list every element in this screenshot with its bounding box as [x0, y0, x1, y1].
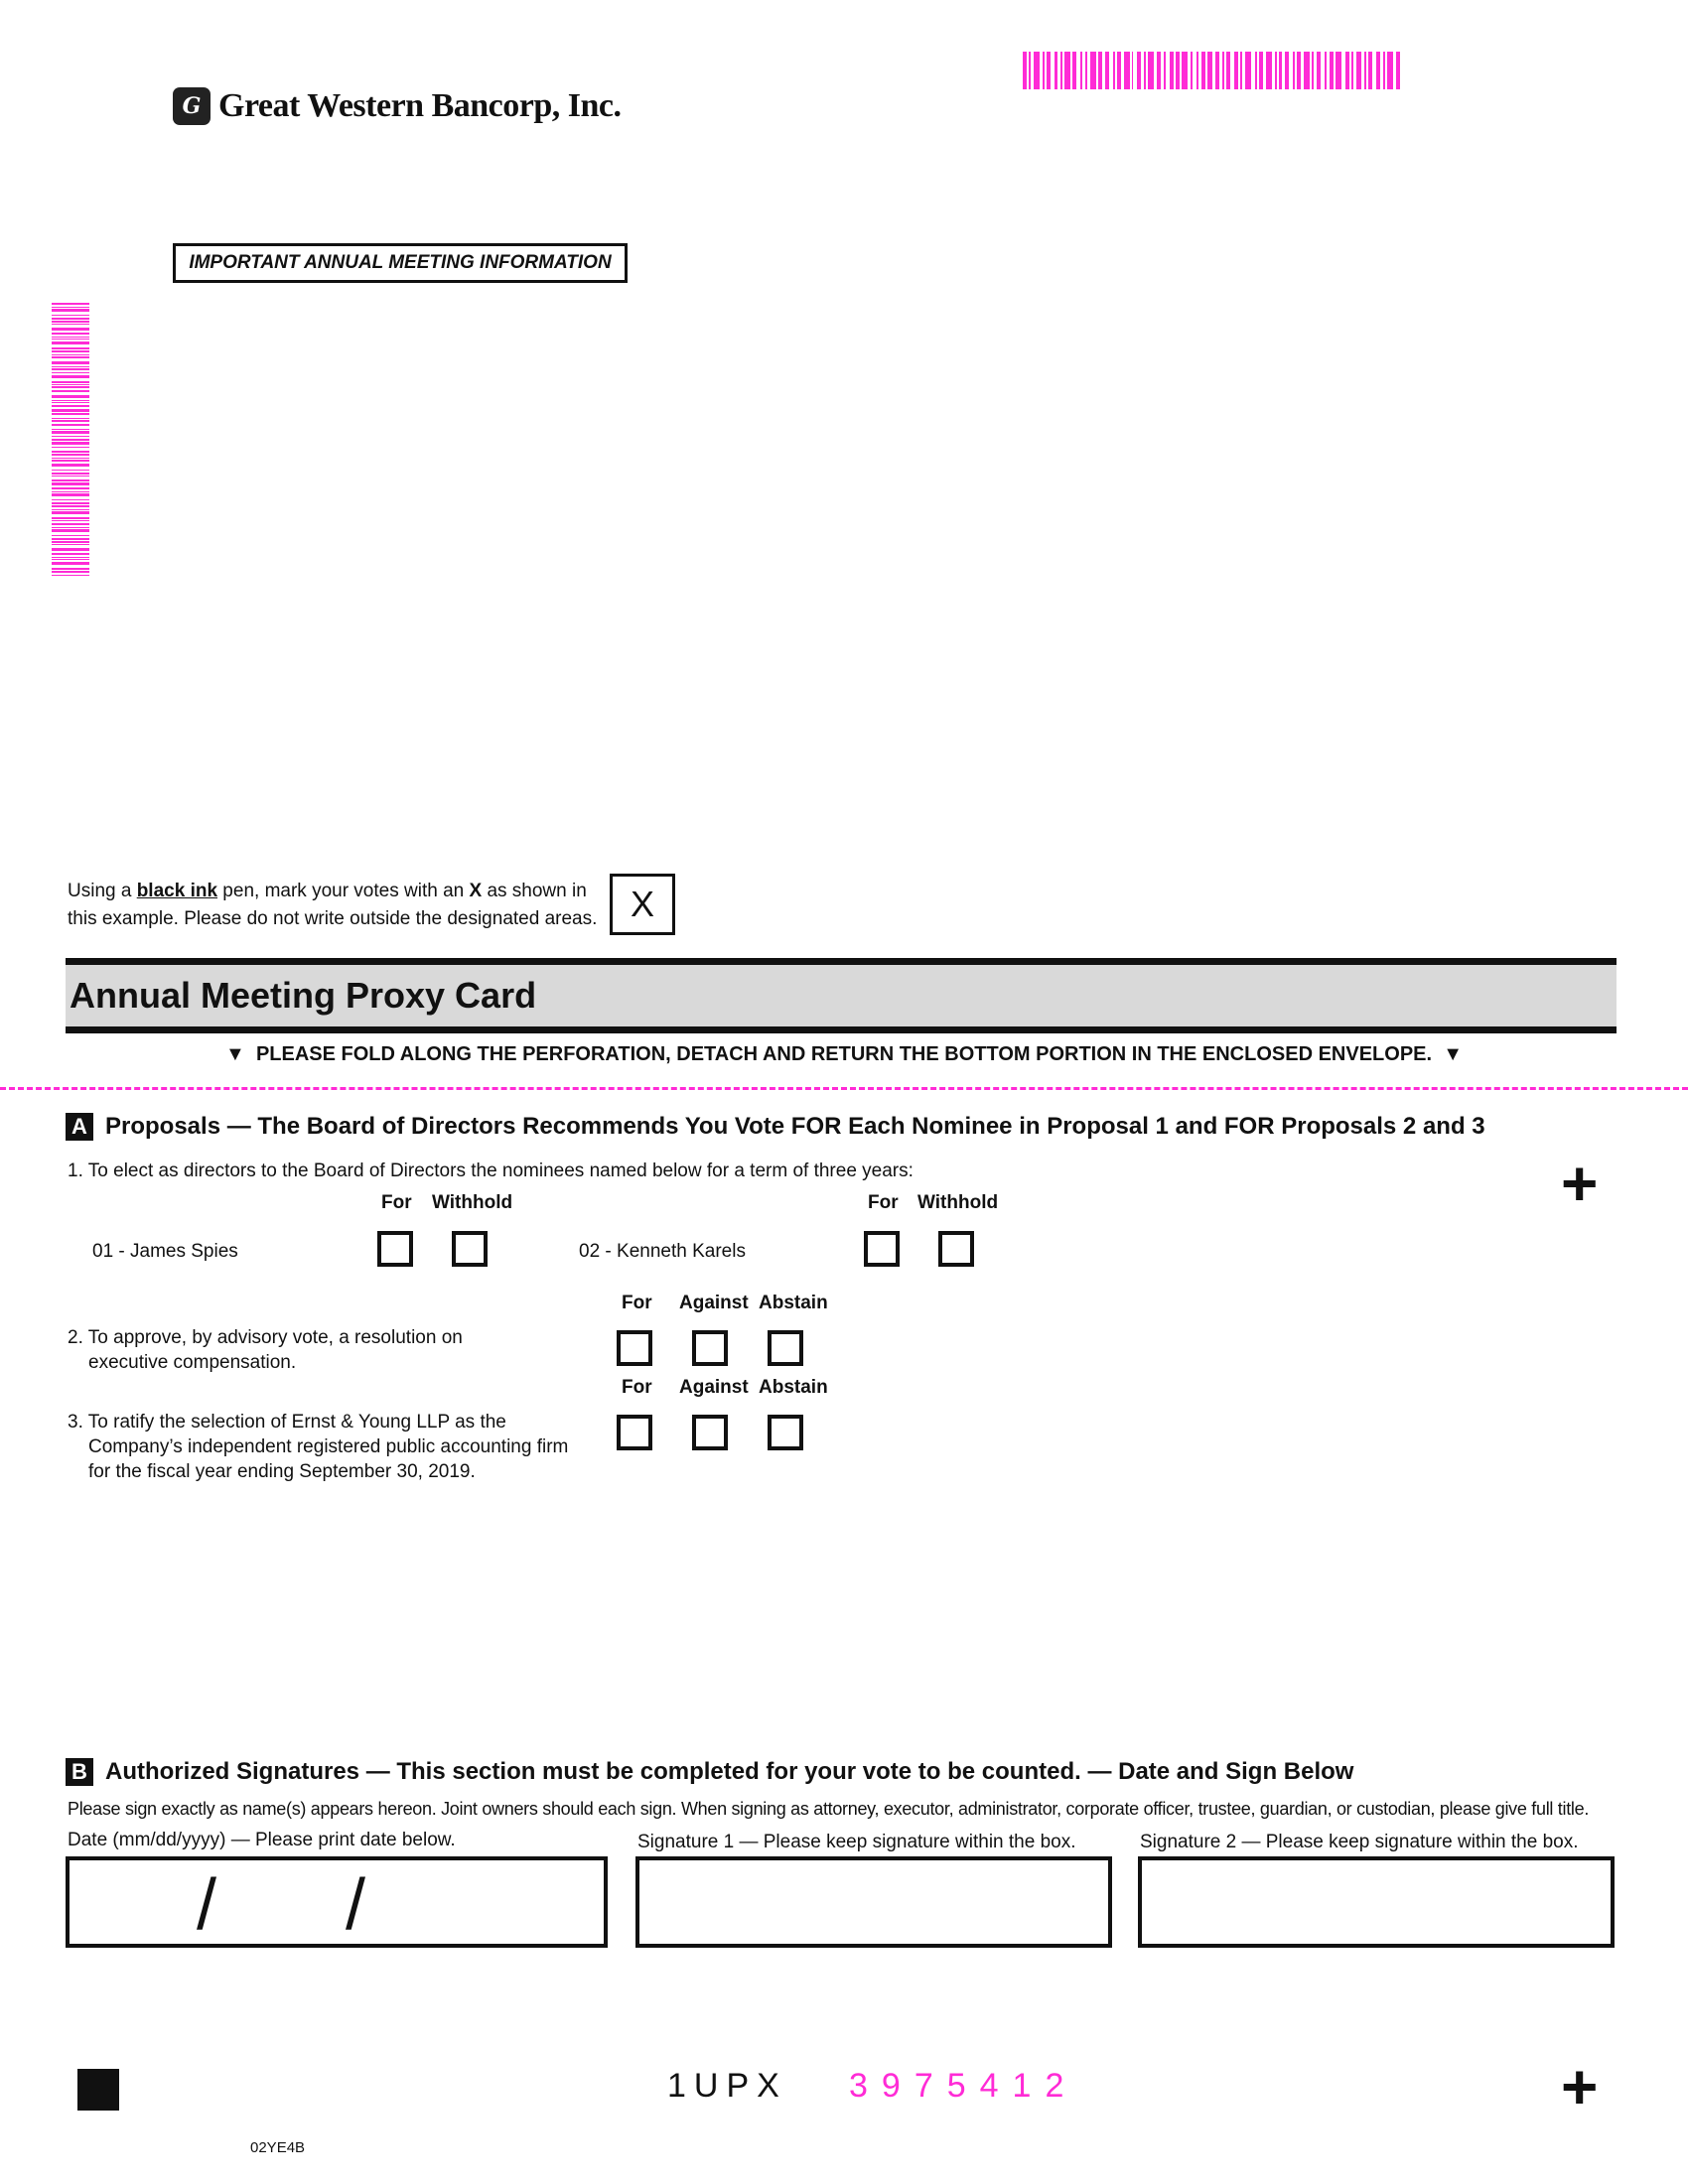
barcode-bar — [1234, 52, 1238, 89]
barcode-bar — [52, 366, 89, 367]
barcode-bar — [1182, 52, 1188, 89]
instr-part2: pen, mark your votes with an — [217, 881, 470, 901]
p1-col-for-2: For — [868, 1192, 899, 1213]
form-id: 02YE4B — [250, 2139, 306, 2156]
barcode-bar — [1312, 52, 1314, 89]
nominee-02-label: 02 - Kenneth Karels — [579, 1241, 746, 1262]
barcode-bar — [52, 436, 89, 437]
barcode-bar — [52, 493, 89, 496]
proposal-3-line3: for the fiscal year ending September 30, 2019. — [88, 1461, 476, 1482]
proposal-3-line1: 3. To ratify the selection of Ernst & Young LLP as the — [68, 1412, 506, 1433]
section-a-title: Proposals — The Board of Directors Recommends You Vote FOR Each Nominee in Proposal 1 and FOR Proposals 2 and 3 — [105, 1113, 1485, 1140]
fold-arrow-right-icon: ▼ — [1443, 1043, 1463, 1065]
perforation-line — [0, 1087, 1688, 1090]
barcode-bar — [52, 511, 89, 514]
proposal-3-line2: Company’s independent registered public accounting firm — [88, 1436, 569, 1457]
barcode-bar — [52, 523, 89, 525]
barcode-bar — [52, 460, 89, 462]
barcode-bar — [1055, 52, 1058, 89]
barcode-bar — [52, 339, 89, 340]
nominee-01-withhold-checkbox[interactable] — [452, 1231, 488, 1267]
barcode-bar — [52, 368, 89, 370]
barcode-bar — [1034, 52, 1040, 89]
barcode-bar — [1132, 52, 1134, 89]
barcode-bar — [1113, 52, 1115, 89]
proposal-1-text: 1. To elect as directors to the Board of Directors the nominees named below for a term of three years: — [68, 1160, 914, 1181]
barcode-bar — [52, 517, 89, 519]
barcode-bar — [52, 347, 89, 349]
barcode-bar — [1170, 52, 1174, 89]
barcode-bar — [52, 424, 89, 426]
barcode-bar — [1356, 52, 1362, 89]
p3-col-for: For — [622, 1377, 652, 1398]
barcode-bar — [1387, 52, 1393, 89]
barcode-bar — [1080, 52, 1082, 89]
barcode-bar — [1330, 52, 1334, 89]
p1-col-withhold-2: Withhold — [917, 1192, 999, 1213]
top-barcode — [1023, 52, 1402, 89]
barcode-bar — [1245, 52, 1251, 89]
fold-instruction-text: PLEASE FOLD ALONG THE PERFORATION, DETACH AND RETURN THE BOTTOM PORTION IN THE ENCLOSED ENVELOPE. — [255, 1043, 1433, 1065]
barcode-bar — [1297, 52, 1301, 89]
proposal-2-abstain-checkbox[interactable] — [768, 1330, 803, 1366]
card-title-bar — [66, 958, 1617, 1033]
barcode-bar — [1191, 52, 1193, 89]
barcode-bar — [52, 395, 89, 398]
p1-col-for-1: For — [381, 1192, 412, 1213]
nominee-02-withhold-checkbox[interactable] — [938, 1231, 974, 1267]
footer-code: 1UPX — [667, 2067, 787, 2105]
barcode-bar — [1325, 52, 1327, 89]
nominee-02-for-checkbox[interactable] — [864, 1231, 900, 1267]
barcode-bar — [52, 562, 89, 565]
barcode-bar — [52, 328, 89, 331]
barcode-bar — [52, 337, 89, 338]
date-slash-2: / — [346, 1865, 366, 1945]
barcode-bar — [52, 454, 89, 456]
barcode-bar — [52, 520, 89, 521]
barcode-bar — [1201, 52, 1205, 89]
example-mark-box: X — [610, 874, 675, 935]
proposal-2-against-checkbox[interactable] — [692, 1330, 728, 1366]
fold-arrow-left-icon: ▼ — [225, 1043, 245, 1065]
signature-2-box[interactable] — [1138, 1856, 1615, 1948]
barcode-bar — [52, 309, 89, 312]
barcode-bar — [1064, 52, 1070, 89]
signature-1-box[interactable] — [635, 1856, 1112, 1948]
barcode-bar — [1047, 52, 1051, 89]
company-logo — [173, 87, 622, 125]
barcode-bar — [52, 548, 89, 551]
barcode-bar — [1176, 52, 1180, 89]
barcode-bar — [52, 505, 89, 507]
barcode-bar — [52, 553, 89, 555]
barcode-bar — [1266, 52, 1272, 89]
proposal-3-against-checkbox[interactable] — [692, 1415, 728, 1450]
barcode-bar — [52, 324, 89, 325]
barcode-bar — [1376, 52, 1380, 89]
barcode-bar — [1137, 52, 1141, 89]
barcode-bar — [52, 476, 89, 477]
proposal-3-for-checkbox[interactable] — [617, 1415, 652, 1450]
barcode-bar — [52, 381, 89, 383]
barcode-bar — [52, 487, 89, 489]
barcode-bar — [1396, 52, 1400, 89]
proposal-2-line2: executive compensation. — [88, 1352, 297, 1373]
barcode-bar — [1336, 52, 1341, 89]
barcode-bar — [52, 318, 89, 320]
barcode-bar — [52, 479, 89, 481]
p2-col-abstain: Abstain — [759, 1293, 828, 1313]
barcode-bar — [52, 333, 89, 335]
barcode-bar — [1317, 52, 1321, 89]
barcode-bar — [1157, 52, 1161, 89]
registration-square — [77, 2069, 119, 2111]
signature-instructions: Please sign exactly as name(s) appears hereon. Joint owners should each sign. When signing as attorney, executor, administrator, corporate officer, trustee, guardian, or custodian, please give full title. — [68, 1799, 1590, 1819]
barcode-bar — [1164, 52, 1166, 89]
barcode-bar — [52, 375, 89, 378]
barcode-bar — [52, 541, 89, 543]
barcode-bar — [1029, 52, 1031, 89]
barcode-bar — [52, 420, 89, 422]
barcode-bar — [52, 464, 89, 467]
barcode-bar — [52, 303, 89, 305]
barcode-bar — [52, 544, 89, 545]
barcode-bar — [1226, 52, 1230, 89]
proposal-3-abstain-checkbox[interactable] — [768, 1415, 803, 1450]
barcode-bar — [52, 473, 89, 475]
footer-number: 3975412 — [849, 2067, 1078, 2105]
barcode-bar — [1304, 52, 1310, 89]
barcode-bar — [1255, 52, 1257, 89]
barcode-bar — [1279, 52, 1283, 89]
section-b-heading — [66, 1758, 1353, 1786]
signature-1-label: Signature 1 — Please keep signature within the box. — [637, 1832, 1076, 1852]
instr-part1: Using a — [68, 881, 137, 901]
important-notice-box: IMPORTANT ANNUAL MEETING INFORMATION — [173, 243, 628, 283]
p3-col-against: Against — [679, 1377, 749, 1398]
proposal-2-line1: 2. To approve, by advisory vote, a resolution on — [68, 1327, 463, 1348]
barcode-bar — [1293, 52, 1295, 89]
section-b-title: Authorized Signatures — This section must be completed for your vote to be counted. — Date and Sign Below — [105, 1758, 1354, 1785]
barcode-bar — [52, 402, 89, 403]
p2-col-against: Against — [679, 1293, 749, 1313]
barcode-bar — [1240, 52, 1242, 89]
barcode-bar — [52, 361, 89, 364]
barcode-bar — [52, 405, 89, 407]
instr-emphasis: black ink — [136, 881, 218, 901]
barcode-bar — [1222, 52, 1224, 89]
side-barcode — [52, 303, 89, 585]
barcode-bar — [52, 557, 89, 558]
signature-2-label: Signature 2 — Please keep signature within the box. — [1140, 1832, 1579, 1852]
barcode-bar — [52, 568, 89, 570]
barcode-bar — [1275, 52, 1277, 89]
barcode-bar — [52, 527, 89, 528]
barcode-bar — [52, 429, 89, 430]
barcode-bar — [52, 575, 89, 576]
barcode-bar — [1351, 52, 1353, 89]
p1-col-withhold-1: Withhold — [432, 1192, 513, 1213]
barcode-bar — [52, 451, 89, 453]
barcode-bar — [52, 354, 89, 355]
company-name: Great Western Bancorp, Inc. — [218, 87, 622, 124]
barcode-bar — [1090, 52, 1096, 89]
barcode-bar — [1215, 52, 1219, 89]
barcode-bar — [52, 350, 89, 352]
marking-instructions — [68, 878, 604, 933]
barcode-bar — [1124, 52, 1130, 89]
barcode-bar — [52, 538, 89, 540]
barcode-bar — [1285, 52, 1289, 89]
barcode-bar — [1105, 52, 1109, 89]
barcode-bar — [1259, 52, 1263, 89]
barcode-bar — [52, 321, 89, 323]
barcode-bar — [52, 431, 89, 434]
barcode-bar — [52, 509, 89, 510]
nominee-01-for-checkbox[interactable] — [377, 1231, 413, 1267]
barcode-bar — [1345, 52, 1349, 89]
proposal-3-text — [68, 1410, 568, 1484]
barcode-bar — [1043, 52, 1045, 89]
barcode-bar — [52, 315, 89, 316]
barcode-bar — [52, 491, 89, 492]
p3-col-abstain: Abstain — [759, 1377, 828, 1398]
barcode-bar — [52, 470, 89, 471]
instr-part3: as shown in this example. Please do not write outside the designated areas. — [68, 881, 598, 929]
barcode-bar — [52, 559, 89, 560]
barcode-bar — [52, 447, 89, 448]
nominee-01-label: 01 - James Spies — [92, 1241, 238, 1262]
barcode-bar — [1060, 52, 1062, 89]
barcode-bar — [52, 458, 89, 459]
barcode-bar — [1148, 52, 1154, 89]
barcode-bar — [52, 341, 89, 344]
barcode-bar — [52, 386, 89, 388]
section-a-heading — [66, 1113, 1485, 1141]
p2-col-for: For — [622, 1293, 652, 1313]
barcode-bar — [1117, 52, 1121, 89]
plus-mark-icon: + — [1561, 1148, 1599, 1219]
barcode-bar — [52, 482, 89, 485]
proposal-2-for-checkbox[interactable] — [617, 1330, 652, 1366]
date-slash-1: / — [197, 1865, 217, 1945]
plus-mark-bottom-icon: + — [1561, 2051, 1599, 2122]
fold-instruction — [0, 1043, 1688, 1066]
barcode-bar — [1098, 52, 1102, 89]
card-title: Annual Meeting Proxy Card — [70, 975, 537, 1016]
barcode-bar — [52, 413, 89, 415]
barcode-bar — [1364, 52, 1366, 89]
barcode-bar — [52, 356, 89, 358]
barcode-bar — [1368, 52, 1372, 89]
barcode-bar — [52, 529, 89, 532]
barcode-bar — [52, 409, 89, 412]
barcode-bar — [52, 390, 89, 392]
barcode-bar — [1196, 52, 1198, 89]
date-input-box[interactable] — [66, 1856, 608, 1948]
date-label: Date (mm/dd/yyyy) — Please print date below. — [68, 1830, 456, 1850]
barcode-bar — [52, 400, 89, 401]
barcode-bar — [1383, 52, 1385, 89]
section-a-letter: A — [66, 1113, 93, 1141]
barcode-bar — [52, 418, 89, 419]
proposal-2-text — [68, 1325, 463, 1375]
barcode-bar — [52, 384, 89, 385]
barcode-bar — [52, 535, 89, 536]
section-b-letter: B — [66, 1758, 93, 1786]
barcode-bar — [1207, 52, 1213, 89]
barcode-bar — [1072, 52, 1076, 89]
barcode-bar — [1023, 52, 1027, 89]
instr-x-letter: X — [469, 881, 483, 901]
barcode-bar — [1085, 52, 1087, 89]
barcode-bar — [52, 442, 89, 445]
barcode-bar — [52, 571, 89, 573]
barcode-bar — [1144, 52, 1146, 89]
barcode-bar — [52, 439, 89, 441]
barcode-bar — [52, 372, 89, 373]
barcode-bar — [52, 307, 89, 308]
logo-mark-icon: G — [173, 87, 211, 125]
barcode-bar — [52, 499, 89, 500]
barcode-bar — [52, 502, 89, 504]
